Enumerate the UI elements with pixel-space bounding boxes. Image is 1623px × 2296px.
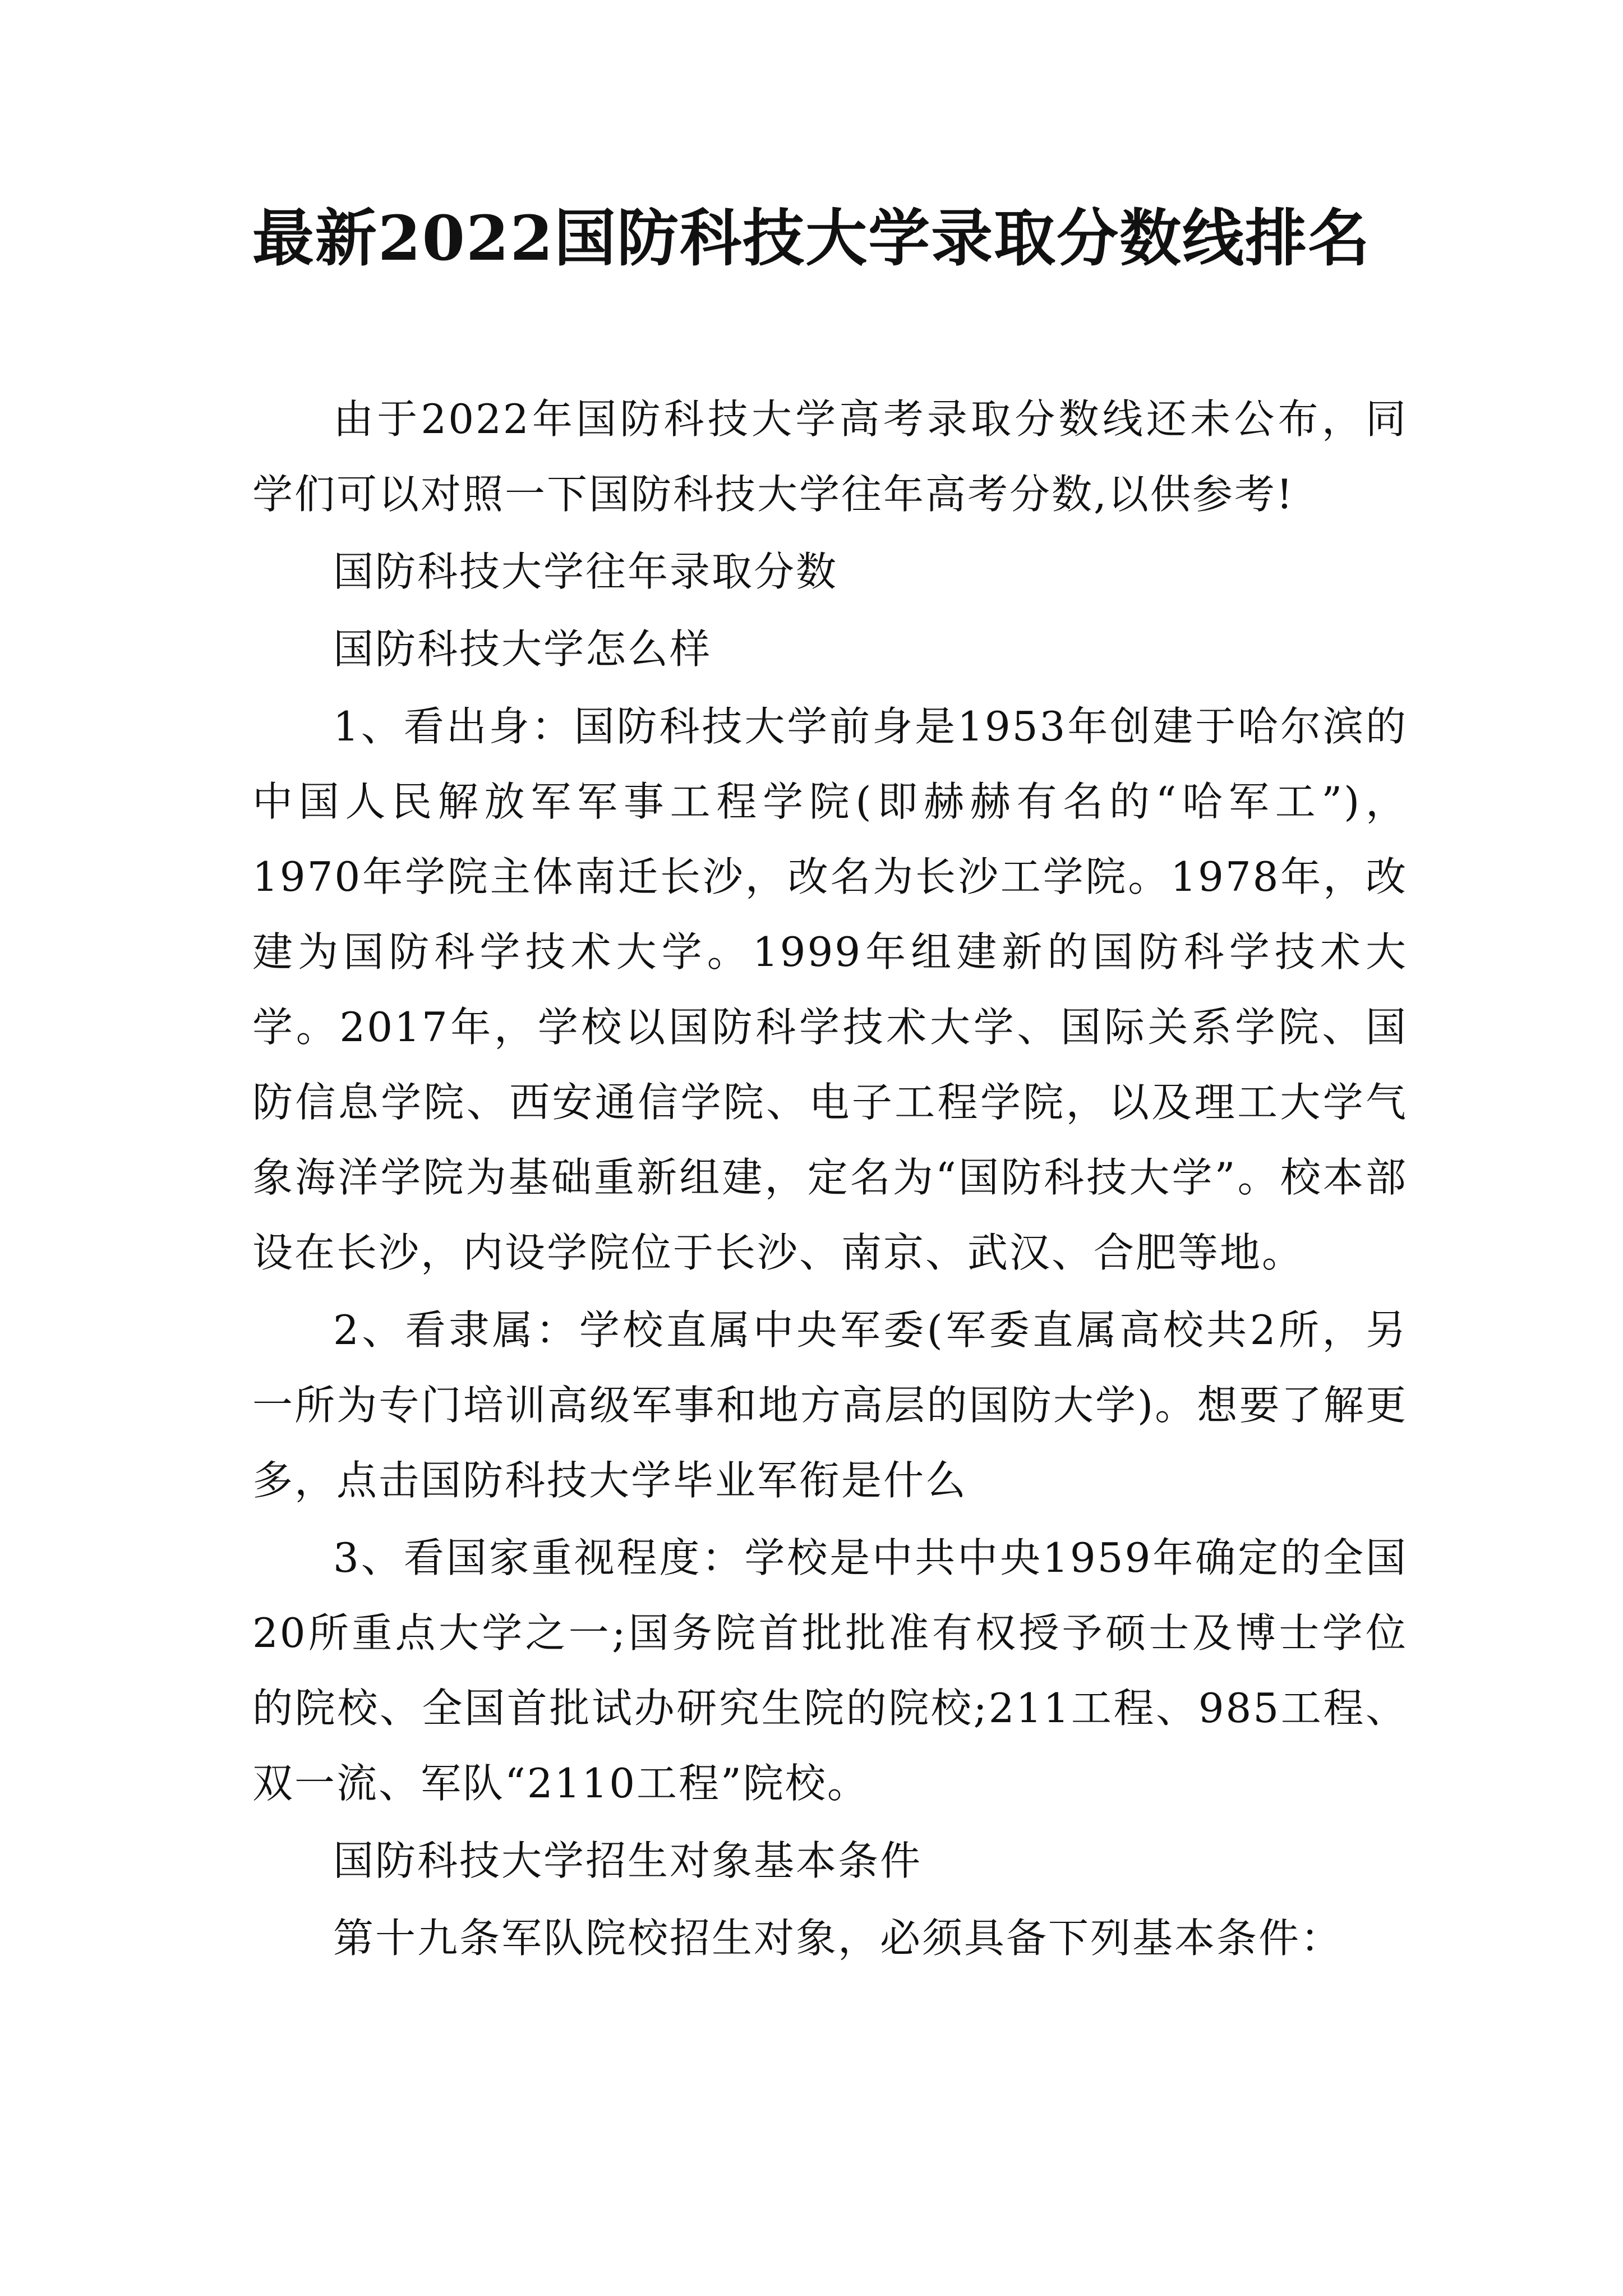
paragraph-how-is-it-heading: 国防科技大学怎么样 bbox=[333, 625, 712, 673]
paragraph-past-scores-heading: 国防科技大学往年录取分数 bbox=[333, 548, 838, 595]
document-title: 最新2022国防科技大学录取分数线排名 bbox=[252, 202, 1371, 274]
paragraph-admission-heading: 国防科技大学招生对象基本条件 bbox=[333, 1837, 923, 1884]
paragraph-article-19: 第十九条军队院校招生对象，必须具备下列基本条件： bbox=[333, 1915, 1343, 1962]
paragraph-national-importance: 3、看国家重视程度：学校是中共中央1959年确定的全国20所重点大学之一;国务院首批批准有权授予硕士及博士学位的院校、全国首批试办研究生院的院校;211工程、985工程、双一流、军队“2110工程”院校。 bbox=[252, 1534, 1408, 1807]
paragraph-intro: 由于2022年国防科技大学高考录取分数线还未公布，同学们可以对照一下国防科技大学往年高考分数,以供参考! bbox=[252, 395, 1408, 518]
paragraph-origin: 1、看出身：国防科技大学前身是1953年创建于哈尔滨的中国人民解放军军事工程学院(即赫赫有名的“哈军工”)，1970年学院主体南迁长沙，改名为长沙工学院。1978年，改建为国防科学技术大学。1999年组建新的国防科学技术大学。2017年，学校以国防科学技术大学、国际关系学院、国防信息学院、西安通信学院、电子工程学院，以及理工大学气象海洋学院为基础重新组建，定名为“国防科技大学”。校本部设在长沙，内设学院位于长沙、南京、武汉、合肥等地。 bbox=[252, 703, 1408, 1276]
document-body bbox=[252, 381, 1408, 1976]
paragraph-affiliation: 2、看隶属：学校直属中央军委(军委直属高校共2所，另一所为专门培训高级军事和地方高层的国防大学)。想要了解更多，点击国防科技大学毕业军衔是什么 bbox=[252, 1306, 1408, 1504]
